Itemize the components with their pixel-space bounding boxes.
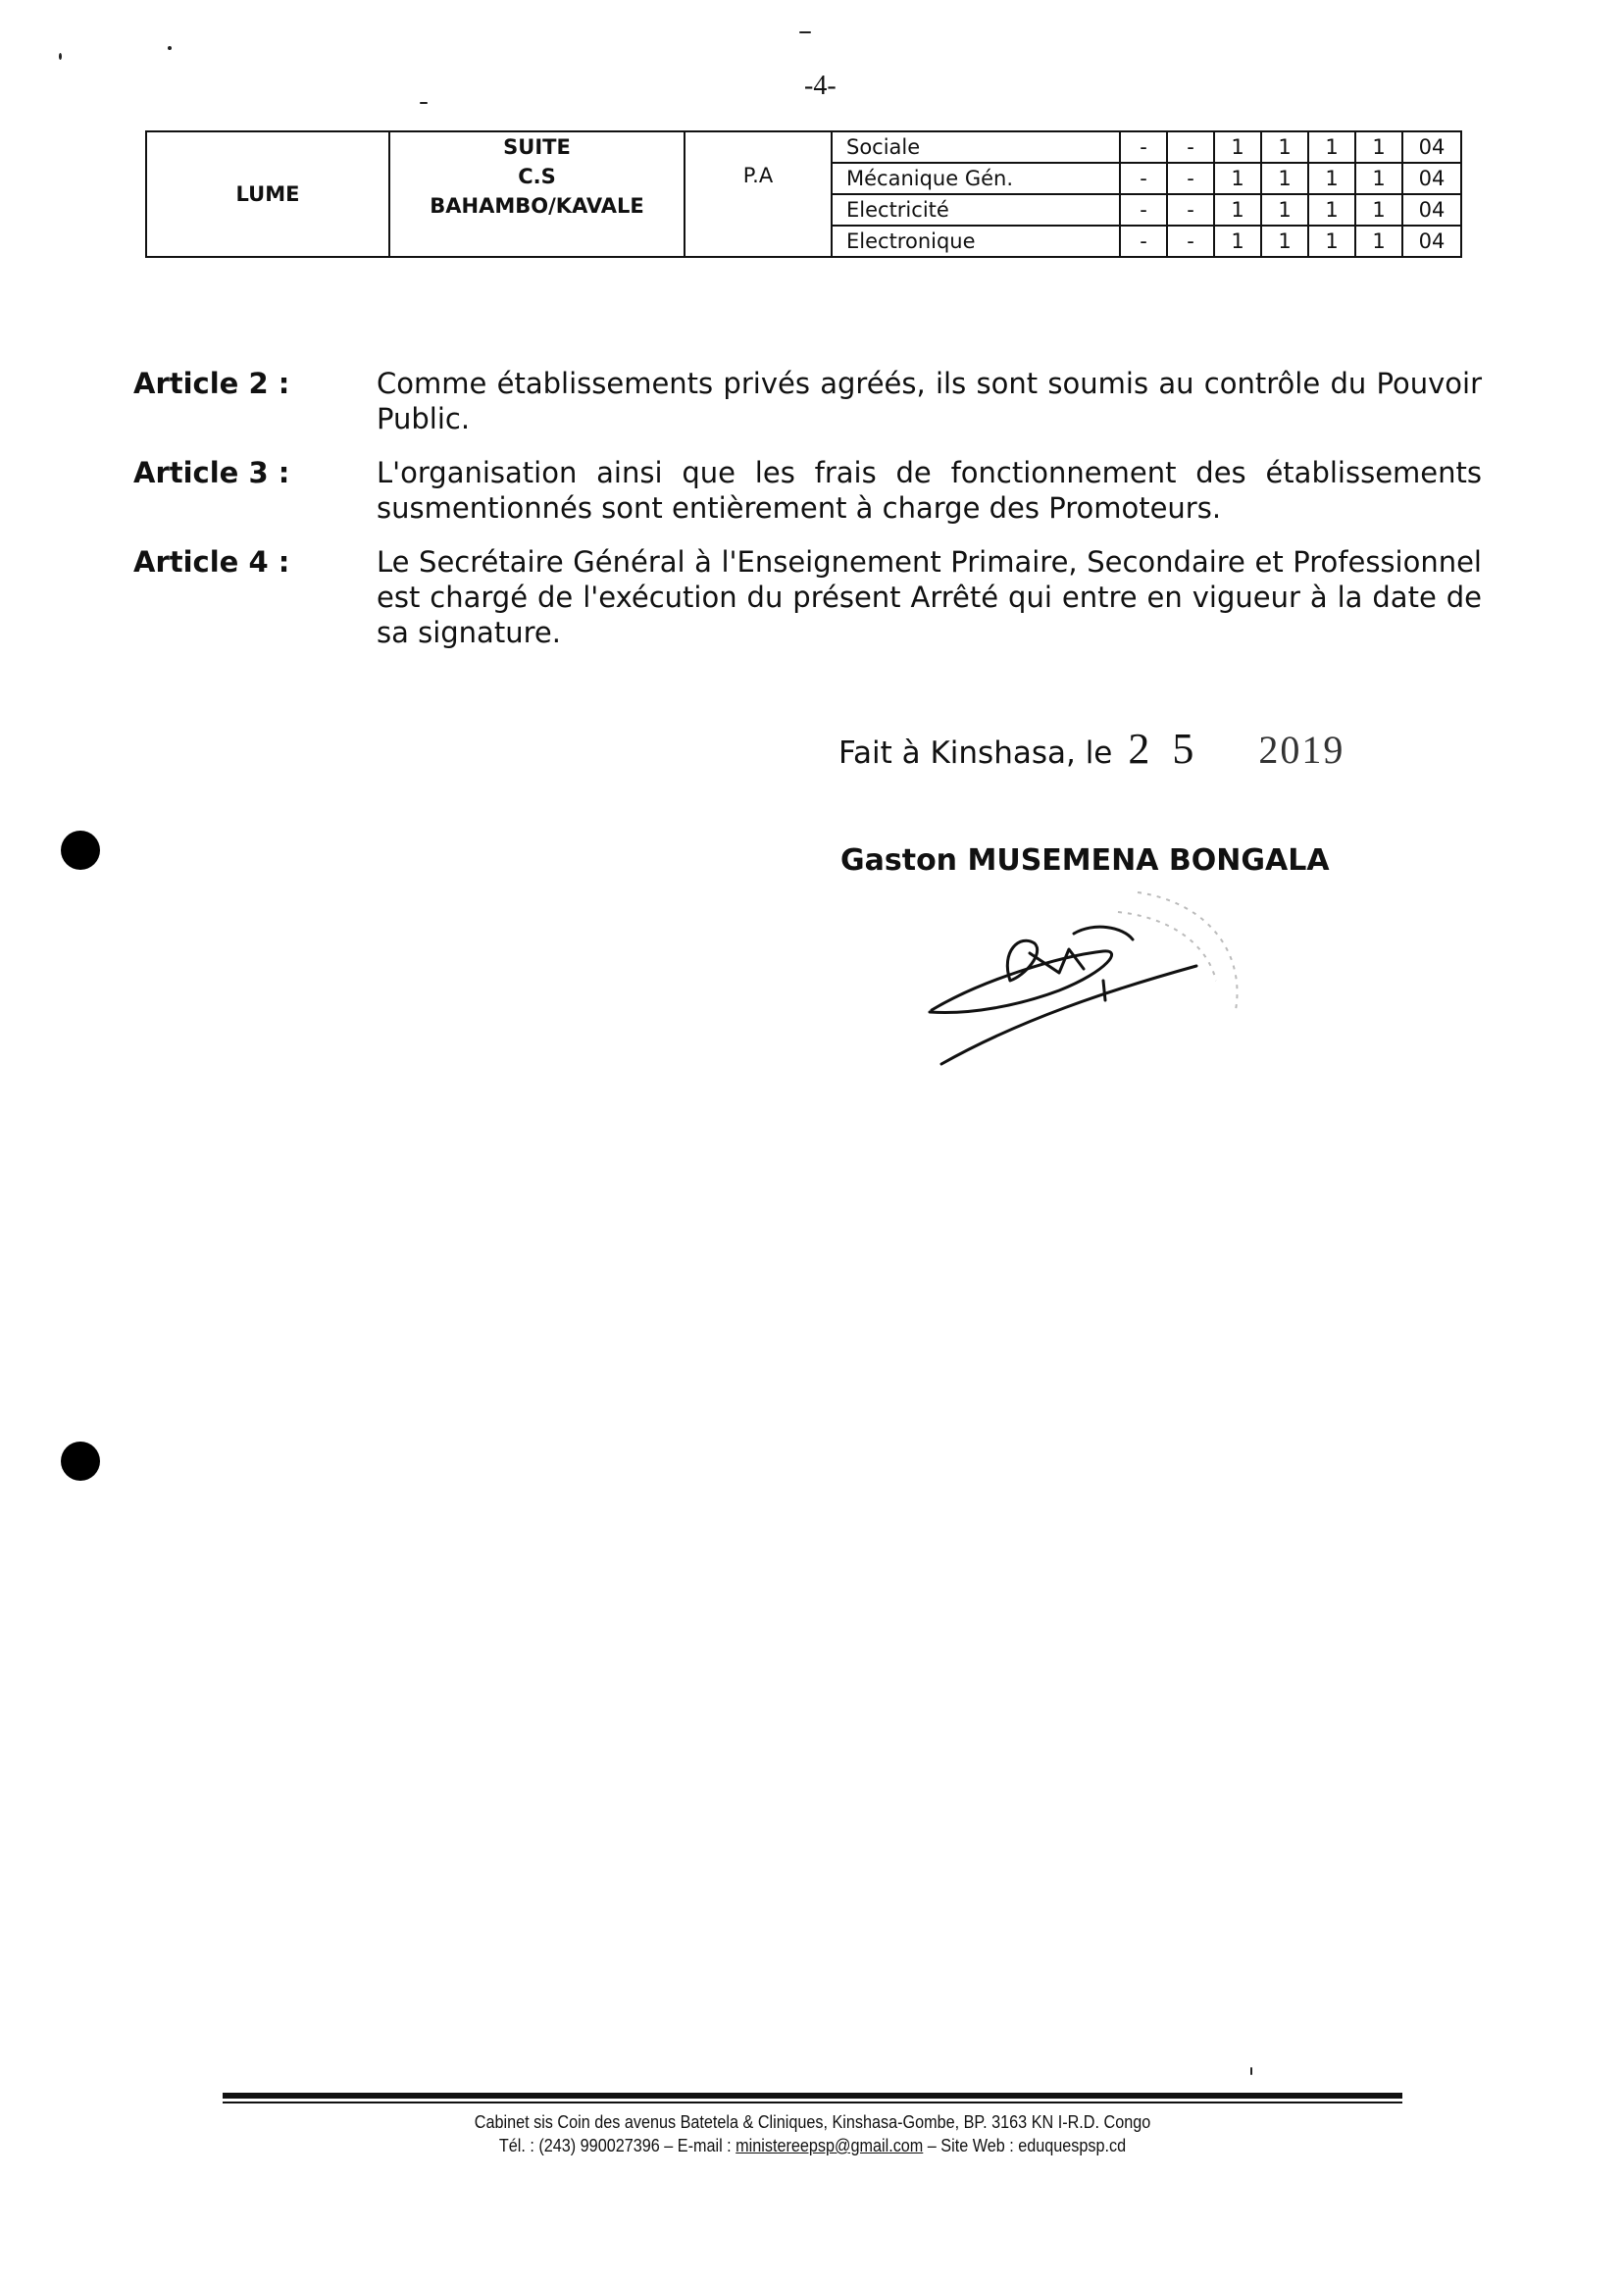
total-cell: 04: [1402, 163, 1461, 194]
value-cell: -: [1167, 194, 1214, 226]
footer-website: – Site Web : eduquespsp.cd: [923, 2136, 1127, 2155]
article-text: Le Secrétaire Général à l'Enseignement Primaire, Secondaire et Professionnel est chargé de l'exécution du présent Arrêté qui entre en vigueur à la date de sa signature.: [377, 545, 1482, 649]
date-stamp-day: 2 5: [1128, 725, 1200, 773]
footer-address: [281, 2110, 1344, 2157]
article-2: [133, 366, 1482, 436]
regime-cell: [685, 131, 832, 257]
value-cell: 1: [1261, 163, 1308, 194]
school-name-line: C.S: [518, 165, 556, 188]
value-cell: 1: [1355, 226, 1402, 257]
value-cell: 1: [1355, 163, 1402, 194]
signature-stroke: [930, 951, 1112, 1013]
total-cell: 04: [1402, 226, 1461, 257]
footer-line-2: [281, 2134, 1344, 2157]
value-cell: -: [1120, 163, 1167, 194]
value-cell: 1: [1261, 131, 1308, 163]
value-cell: 1: [1214, 194, 1261, 226]
footer-rule-thick: [223, 2093, 1402, 2099]
page-number: -4-: [804, 71, 837, 101]
signature-stroke: [1103, 981, 1105, 1000]
signature-stroke: [941, 966, 1196, 1064]
signatory-name: Gaston MUSEMENA BONGALA: [840, 843, 1330, 878]
article-3: [133, 455, 1482, 526]
signature-stroke: [1074, 927, 1133, 939]
footer-line-1: Cabinet sis Coin des avenus Batetela & Cliniques, Kinshasa-Gombe, BP. 3163 KN I-R.D. Congo: [474, 2112, 1151, 2132]
stamp-trace: [1138, 892, 1238, 1010]
footer-phone: Tél. : (243) 990027396 – E-mail :: [498, 2136, 736, 2155]
article-text: Comme établissements privés agréés, ils sont soumis au contrôle du Pouvoir Public.: [377, 367, 1482, 435]
value-cell: -: [1120, 194, 1167, 226]
value-cell: -: [1120, 226, 1167, 257]
regime-label: P.A: [742, 164, 774, 187]
article-label: Article 4 :: [133, 545, 290, 579]
value-cell: 1: [1308, 194, 1355, 226]
scan-speck: [168, 46, 172, 50]
option-cell: Electronique: [832, 226, 1120, 257]
value-cell: 1: [1308, 131, 1355, 163]
total-cell: 04: [1402, 131, 1461, 163]
punch-hole: [61, 831, 100, 870]
school-name-cell: [389, 131, 685, 257]
stamp-trace: [1118, 912, 1216, 981]
article-label: Article 3 :: [133, 456, 290, 489]
value-cell: 1: [1214, 131, 1261, 163]
date-line: [838, 724, 1345, 774]
option-cell: Mécanique Gén.: [832, 163, 1120, 194]
option-cell: Sociale: [832, 131, 1120, 163]
footer-email-link[interactable]: ministereepsp@gmail.com: [736, 2136, 924, 2155]
value-cell: 1: [1355, 194, 1402, 226]
handwritten-signature: [912, 883, 1265, 1079]
date-stamp-year: 2019: [1258, 728, 1345, 772]
article-label: Article 2 :: [133, 367, 290, 400]
article-4: [133, 544, 1482, 650]
value-cell: -: [1120, 131, 1167, 163]
scan-speck: [59, 53, 62, 60]
value-cell: 1: [1308, 163, 1355, 194]
table-row: [146, 131, 1461, 163]
value-cell: 1: [1214, 163, 1261, 194]
article-text: L'organisation ainsi que les frais de fonctionnement des établissements susmentionnés sont entièrement à charge des Promoteurs.: [377, 456, 1482, 525]
value-cell: 1: [1355, 131, 1402, 163]
school-name-line: SUITE: [503, 135, 571, 159]
option-cell: Electricité: [832, 194, 1120, 226]
total-cell: 04: [1402, 194, 1461, 226]
scan-speck: [799, 31, 811, 33]
school-options-table: [145, 130, 1462, 258]
value-cell: -: [1167, 131, 1214, 163]
value-cell: 1: [1308, 226, 1355, 257]
value-cell: -: [1167, 226, 1214, 257]
place-text: Fait à Kinshasa, le: [838, 735, 1113, 771]
scan-speck: [1250, 2067, 1252, 2075]
scan-speck: [420, 102, 428, 104]
value-cell: 1: [1261, 226, 1308, 257]
punch-hole: [61, 1442, 100, 1481]
value-cell: -: [1167, 163, 1214, 194]
footer-rule-thin: [223, 2102, 1402, 2103]
school-name-line: BAHAMBO/KAVALE: [430, 194, 644, 218]
province-cell: LUME: [146, 131, 389, 257]
value-cell: 1: [1261, 194, 1308, 226]
value-cell: 1: [1214, 226, 1261, 257]
